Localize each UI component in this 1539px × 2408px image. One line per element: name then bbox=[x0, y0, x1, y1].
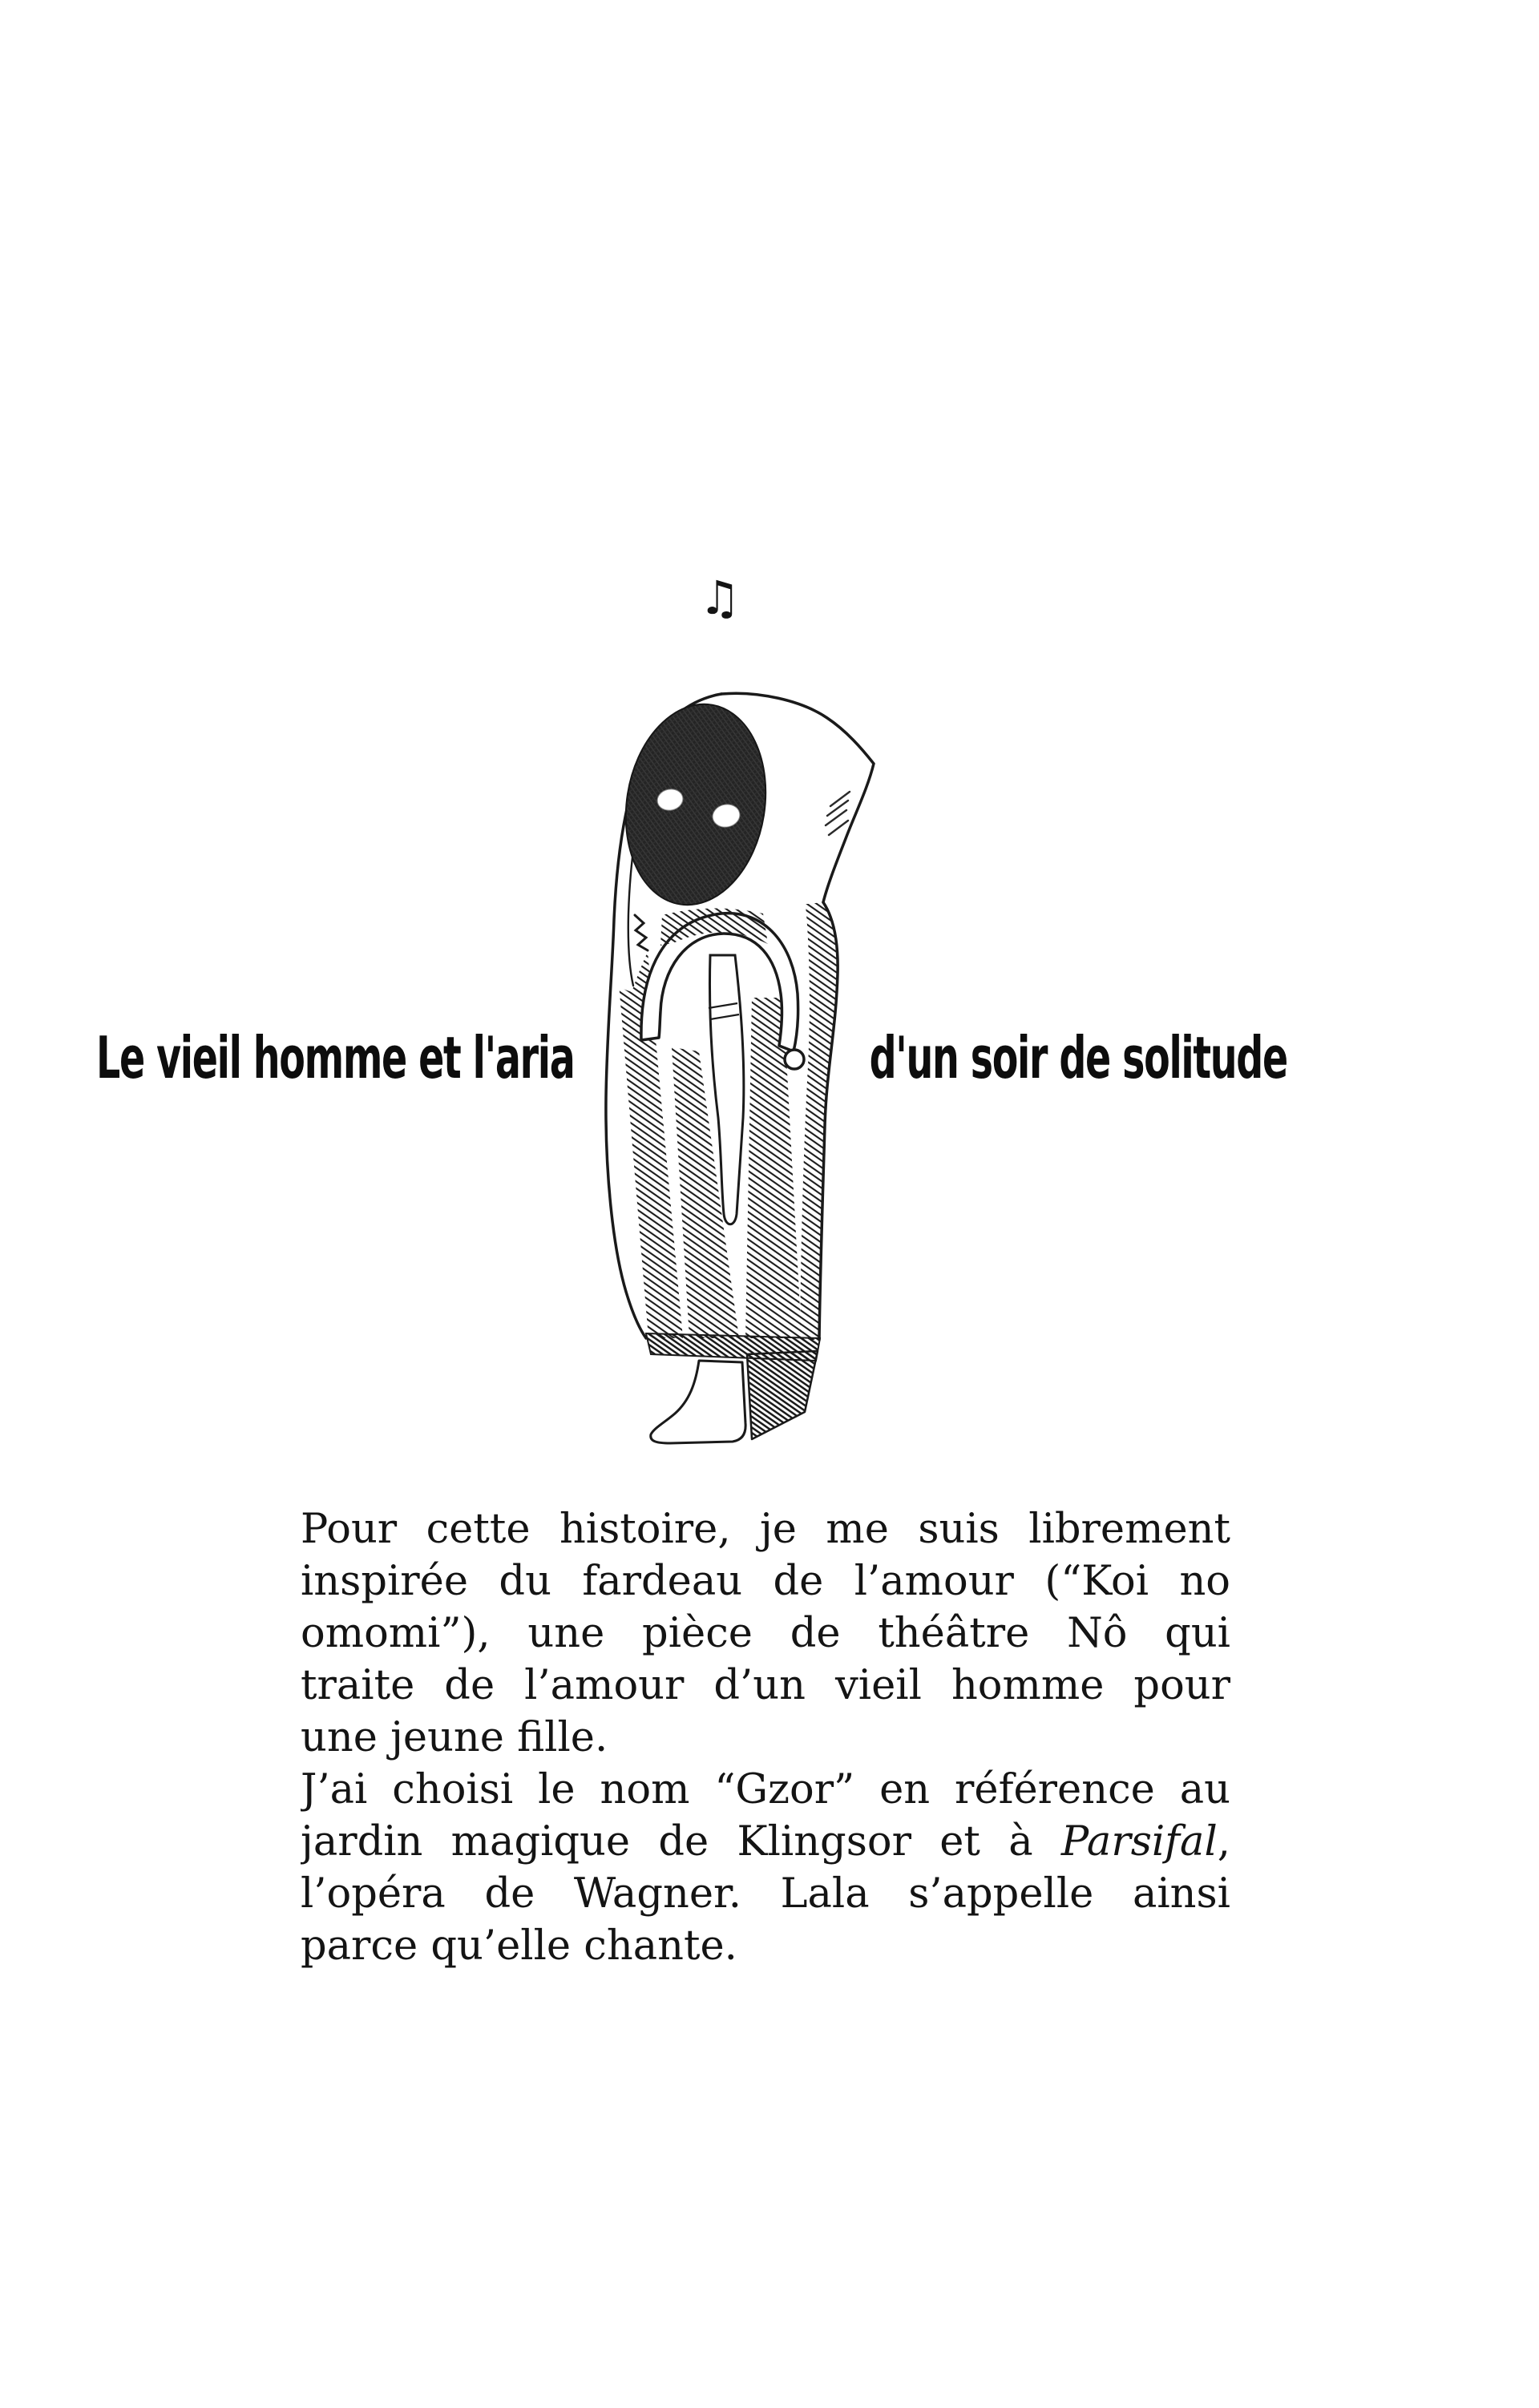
chapter-title-left: Le vieil homme et l'aria bbox=[96, 1024, 575, 1091]
paragraph-line-7-post: , bbox=[1217, 1818, 1230, 1865]
music-note-icon: ♫ bbox=[699, 571, 741, 625]
paragraph-line-7 bbox=[301, 1816, 1230, 1868]
chapter-title-right: d'un soir de solitude bbox=[869, 1024, 1287, 1091]
paragraph-line-5: une jeune fille. bbox=[301, 1714, 608, 1761]
paragraph-line-9: parce qu’elle chante. bbox=[301, 1922, 737, 1970]
author-note-paragraph bbox=[301, 1503, 1230, 1972]
paragraph-line-7-italic: Parsifal bbox=[1060, 1818, 1218, 1865]
paragraph-line-4: traite de l’amour d’un vieil homme pour bbox=[301, 1662, 1230, 1709]
front-foot bbox=[651, 1361, 745, 1443]
paragraph-line-2: inspirée du fardeau de l’amour (“Koi no bbox=[301, 1558, 1230, 1605]
paragraph-line-8: l’opéra de Wagner. Lala s’appelle ainsi bbox=[301, 1870, 1230, 1918]
paragraph-line-1: Pour cette histoire, je me suis librement bbox=[301, 1506, 1230, 1553]
paragraph-line-6: J’ai choisi le nom “Gzor” en référence au bbox=[301, 1766, 1230, 1813]
paragraph-line-3: omomi”), une pièce de théâtre Nô qui bbox=[301, 1610, 1230, 1657]
robe-button bbox=[785, 1050, 804, 1069]
back-foot bbox=[747, 1351, 818, 1439]
paragraph-line-7-pre: jardin magique de Klingsor et à bbox=[301, 1818, 1061, 1865]
